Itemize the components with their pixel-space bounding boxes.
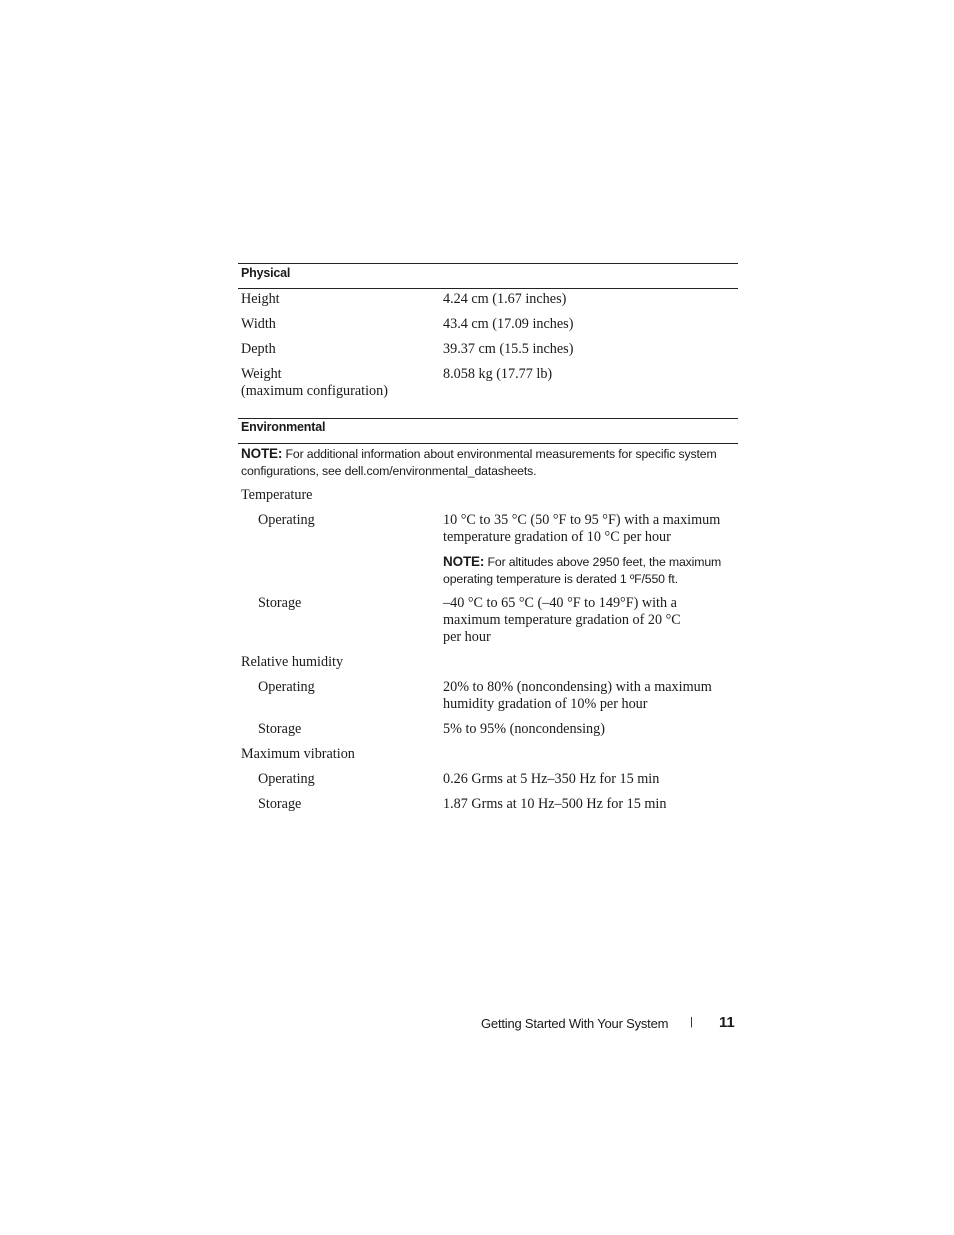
temperature-operating-note <box>443 553 738 588</box>
humidity-operating-value: 20% to 80% (noncondensing) with a maximum humidity gradation of 10% per hour <box>443 679 712 712</box>
environmental-note <box>241 445 731 480</box>
physical-heading: Physical <box>241 266 291 280</box>
weight-label: Weight <box>241 366 282 382</box>
note-text: For additional information about environmental measurements for specific system configurations, see <box>241 447 717 478</box>
temperature-operating-value: 10 °C to 35 °C (50 °F to 95 °F) with a maximum temperature gradation of 10 °C per hour <box>443 512 721 545</box>
environmental-heading-rule <box>238 443 738 444</box>
weight-value: 8.058 kg (17.77 lb) <box>443 366 553 382</box>
humidity-storage-label: Storage <box>258 721 302 737</box>
height-value: 4.24 cm (1.67 inches) <box>443 291 567 307</box>
weight-label-qualifier: (maximum configuration) <box>241 383 388 399</box>
operating-note-label: NOTE: <box>443 554 485 569</box>
environmental-heading: Environmental <box>241 420 326 434</box>
vibration-operating-label: Operating <box>258 771 315 787</box>
vibration-storage-value: 1.87 Grms at 10 Hz–500 Hz for 15 min <box>443 796 667 812</box>
temperature-storage-value-2: maximum temperature gradation of 20 °C <box>443 612 681 628</box>
vibration-storage-label: Storage <box>258 796 302 812</box>
note-label: NOTE: <box>241 446 283 461</box>
temperature-title: Temperature <box>241 487 313 503</box>
datasheets-link[interactable]: dell.com/environmental_datasheets <box>344 464 534 478</box>
temperature-storage-value-3: per hour <box>443 629 491 645</box>
operating-note-text: For altitudes above 2950 feet, the maximum operating temperature is derated 1 ºF/550 ft. <box>443 555 722 586</box>
width-label: Width <box>241 316 276 332</box>
top-rule <box>238 263 738 264</box>
vibration-operating-value: 0.26 Grms at 5 Hz–350 Hz for 15 min <box>443 771 660 787</box>
temperature-storage-value-1: –40 °C to 65 °C (–40 °F to 149°F) with a <box>443 595 677 611</box>
height-label: Height <box>241 291 280 307</box>
environmental-top-rule <box>238 418 738 419</box>
depth-label: Depth <box>241 341 276 357</box>
depth-value: 39.37 cm (15.5 inches) <box>443 341 574 357</box>
note-end: . <box>533 464 537 478</box>
physical-heading-rule <box>238 288 738 289</box>
humidity-title: Relative humidity <box>241 654 344 670</box>
width-value: 43.4 cm (17.09 inches) <box>443 316 574 332</box>
humidity-storage-value: 5% to 95% (noncondensing) <box>443 721 605 737</box>
vibration-title: Maximum vibration <box>241 746 355 762</box>
temperature-storage-label: Storage <box>258 595 302 611</box>
footer-title: Getting Started With Your System <box>481 1016 669 1031</box>
page-number: 11 <box>719 1014 735 1031</box>
humidity-operating-label: Operating <box>258 679 315 695</box>
footer-separator: | <box>690 1016 693 1028</box>
temperature-operating-label: Operating <box>258 512 315 528</box>
